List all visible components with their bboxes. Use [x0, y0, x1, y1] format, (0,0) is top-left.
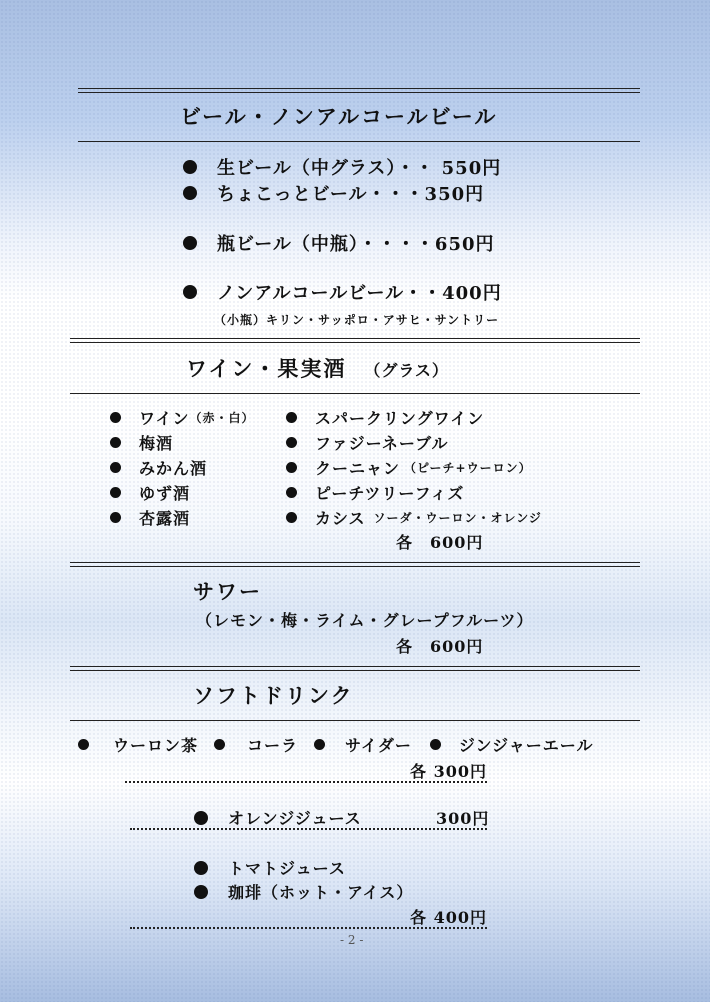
sour-flavors: （レモン・梅・ライム・グレープフルーツ） — [196, 611, 534, 630]
bullet-icon — [183, 186, 197, 200]
soft-row-1-dotted-rule — [125, 781, 487, 783]
list-item: 梅酒 — [110, 430, 255, 455]
bullet-icon — [110, 512, 121, 523]
list-item: ワイン （赤・白） — [110, 405, 255, 430]
soft-orange-price: 300円 — [436, 809, 490, 828]
bullet-icon — [110, 462, 121, 473]
soft-row-1-price: 各 300円 — [410, 762, 487, 781]
soft-row-1: ウーロン茶 コーラ サイダー ジンジャーエール — [78, 733, 593, 756]
bullet-icon — [286, 462, 297, 473]
list-item: ピーチツリーフィズ — [286, 480, 542, 505]
soft-item-orange: オレンジジュース — [194, 806, 362, 829]
bullet-icon — [183, 236, 197, 250]
beer-heading-underline — [78, 141, 640, 142]
wine-left-list — [110, 405, 255, 530]
beer-brands-note: （小瓶）キリン・サッポロ・アサヒ・サントリー — [214, 313, 500, 327]
sour-heading: サワー — [193, 579, 262, 604]
bullet-icon — [110, 412, 121, 423]
bullet-icon — [78, 739, 89, 750]
list-item: ゆず酒 — [110, 480, 255, 505]
bullet-icon — [183, 285, 197, 299]
soft-orange-dotted-rule — [130, 828, 487, 830]
sour-double-rule — [70, 562, 640, 567]
wine-double-rule — [70, 338, 640, 343]
sour-price: 各 600円 — [396, 637, 484, 656]
soft-item-coffee: 珈琲（ホット・アイス） — [194, 880, 413, 903]
bullet-icon — [194, 861, 208, 875]
beer-heading: ビール・ノンアルコールビール — [180, 104, 498, 129]
bullet-icon — [314, 739, 325, 750]
list-item: クーニャン （ピーチ+ウーロン） — [286, 455, 542, 480]
bullet-icon — [286, 487, 297, 498]
bullet-icon — [286, 437, 297, 448]
beer-item-bottle: 瓶ビール（中瓶）・・・・650円 — [183, 230, 495, 256]
soft-heading: ソフトドリンク — [193, 683, 354, 708]
list-item: カシス ソーダ・ウーロン・オレンジ — [286, 505, 542, 530]
bullet-icon — [110, 487, 121, 498]
bullet-icon — [194, 885, 208, 899]
soft-heading-underline — [70, 720, 640, 721]
bullet-icon — [214, 739, 225, 750]
bullet-icon — [110, 437, 121, 448]
beer-item-draft: 生ビール（中グラス）・・ 550円 — [183, 154, 501, 180]
top-double-rule — [78, 88, 640, 93]
soft-double-rule — [70, 666, 640, 671]
list-item: ファジーネーブル — [286, 430, 542, 455]
soft-item-tomato: トマトジュース — [194, 856, 346, 879]
beer-item-small-beer: ちょこっとビール・・・350円 — [183, 180, 484, 206]
beer-item-non-alcohol: ノンアルコールビール・・400円 — [183, 279, 502, 305]
soft-row-3-dotted-rule — [130, 927, 487, 929]
bullet-icon — [286, 412, 297, 423]
wine-heading: ワイン・果実酒 （グラス） — [186, 356, 449, 381]
bullet-icon — [183, 160, 197, 174]
page-number: - 2 - — [340, 933, 364, 947]
list-item: スパークリングワイン — [286, 405, 542, 430]
wine-right-list — [286, 405, 542, 530]
list-item: 杏露酒 — [110, 505, 255, 530]
wine-heading-sub: （グラス） — [364, 361, 449, 380]
list-item: みかん酒 — [110, 455, 255, 480]
bullet-icon — [430, 739, 441, 750]
bullet-icon — [286, 512, 297, 523]
wine-heading-underline — [70, 393, 640, 394]
wine-price: 各 600円 — [396, 533, 484, 552]
soft-row-3-price: 各 400円 — [410, 908, 487, 927]
bullet-icon — [194, 811, 208, 825]
